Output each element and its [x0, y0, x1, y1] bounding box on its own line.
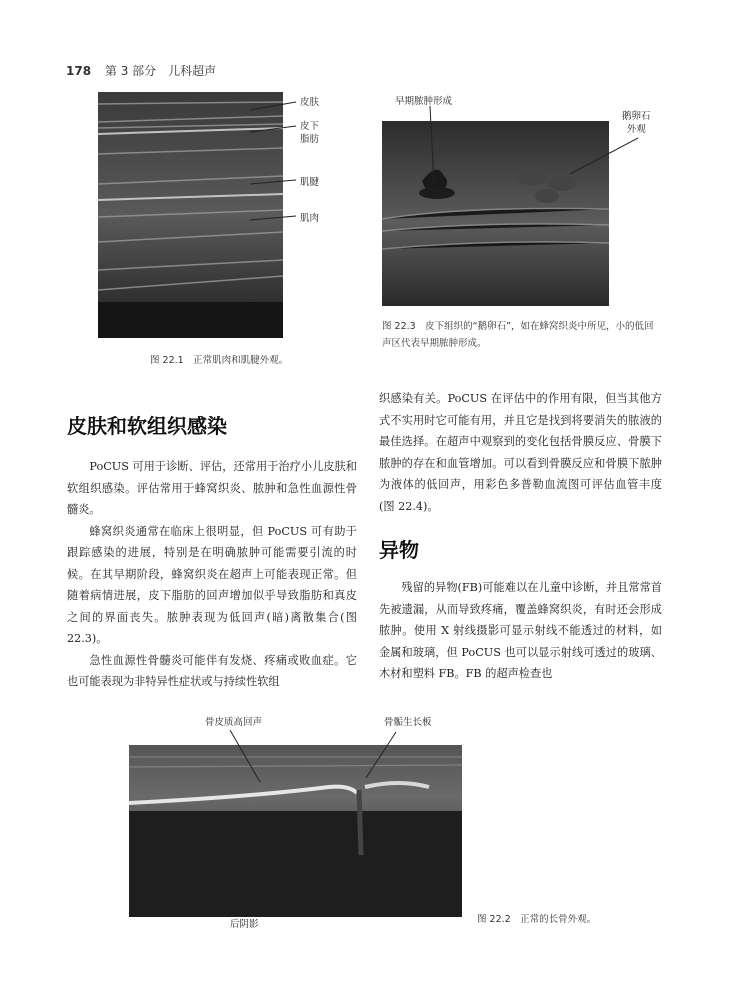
heading-foreign-body: 异物: [379, 538, 419, 562]
label-subcutaneous-fat: 皮下 脂肪: [300, 121, 320, 145]
paragraph-continued: 织感染有关。PoCUS 在评估中的作用有限，但当其他方式不实用时它可能有用，并且它是找到将要消失的脓液的最佳选择。在超声中观察到的变化包括骨膜反应、骨膜下脓肿的存在和血管增加。可以看到骨膜反应和骨膜下脓肿为液体的低回声，用彩色多普勒血流图可评估血管丰度(图 22.4)。: [379, 392, 662, 513]
figure-caption-22-3: 图 22.3 皮下组织的“鹅卵石”，如在蜂窝织炎中所见，小的低回声区代表早期脓肿形成。: [382, 321, 654, 349]
figure-caption-22-1: 图 22.1 正常肌肉和肌腱外观。: [150, 355, 289, 366]
fig-22-1-leader-lines: [250, 96, 298, 226]
label-cortical-hyperechoic: 骨皮质高回声: [205, 717, 263, 728]
label-skin: 皮肤: [300, 97, 320, 108]
label-muscle: 肌肉: [300, 213, 320, 224]
foreign-body-section: [379, 577, 662, 685]
paragraph-cellulitis: 蜂窝织炎通常在临床上很明显，但 PoCUS 可有助于跟踪感染的进展，特别是在明确脓肿可能需要引流的时候。在其早期阶段，蜂窝织炎在超声上可能表现正常。但随着病情进展，皮下脂肪的回声增加似乎导致脂肪和真皮之间的界面丧失。脓肿表现为低回声(暗)离散集合(图 22.3)。: [67, 524, 357, 645]
label-cobblestone: 鹅卵石 外观: [622, 111, 651, 135]
page-header: [66, 62, 216, 79]
figure-caption-22-2: 图 22.2 正常的长骨外观。: [477, 914, 597, 925]
paragraph-pocus-intro: PoCUS 可用于诊断、评估，还常用于治疗小儿皮肤和软组织感染。评估常用于蜂窝织炎、脓肿和急性血源性骨髓炎。: [67, 460, 357, 516]
label-growth-plate: 骨骺生长板: [384, 717, 432, 728]
fig-22-2-leader-lines: [230, 726, 400, 866]
right-column-body: [379, 388, 662, 517]
heading-skin-soft-tissue-infection: 皮肤和软组织感染: [67, 414, 227, 438]
section-title: 第 3 部分 儿科超声: [104, 64, 217, 78]
page-number: 178: [66, 64, 92, 78]
paragraph-foreign-body: 残留的异物(FB)可能难以在儿童中诊断，并且常常首先被遗漏，从而导致疼痛，覆盖蜂窝织炎，有时还会形成脓肿。使用 X 射线摄影可显示射线不能透过的材料，如金属和玻璃，但 PoCUS 也可以显示射线可透过的玻璃、木材和塑料 FB。FB 的超声检查也: [379, 581, 662, 680]
label-posterior-shadow: 后阴影: [230, 919, 259, 930]
label-tendon: 肌腱: [300, 177, 320, 188]
left-column-body: [67, 456, 357, 693]
label-early-abscess: 早期脓肿形成: [395, 96, 453, 107]
fig-22-3-leader-lines: [420, 104, 650, 199]
paragraph-osteomyelitis: 急性血源性骨髓炎可能伴有发烧、疼痛或败血症。它也可能表现为非特异性症状或与持续性软组: [67, 653, 357, 688]
